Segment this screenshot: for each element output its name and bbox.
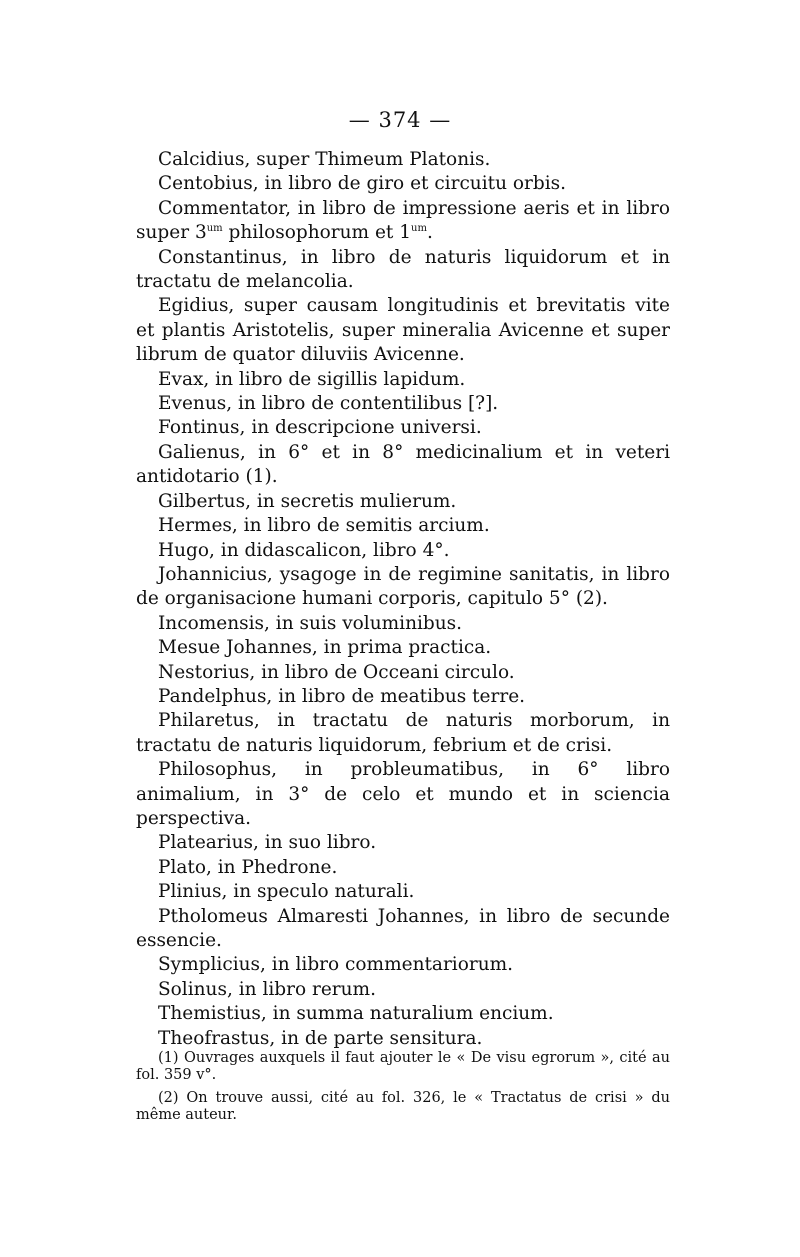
entry (136, 563, 670, 612)
entry-text: Constantinus, in libro de naturis liquidorum et in tractatu de melancolia. (136, 246, 670, 293)
entry (136, 514, 670, 538)
entry-list (136, 148, 670, 1051)
entry-text: Mesue Johannes, in prima practica. (158, 637, 492, 659)
entry-text: Philaretus, in tractatu de naturis morborum, in tractatu de naturis liquidorum, febrium et de crisi. (136, 710, 670, 756)
entry (136, 905, 670, 954)
entry (136, 612, 670, 636)
entry (136, 368, 670, 392)
entry-text: Evenus, in libro de contentilibus [?]. (158, 393, 499, 415)
entry (136, 856, 670, 880)
entry (136, 661, 670, 685)
entry (136, 709, 670, 758)
entry (136, 1002, 670, 1026)
entry-text: Theofrastus, in de parte sensitura. (158, 1027, 483, 1049)
footnote: (1) Ouvrages auxquels il faut ajouter le « De visu egrorum », cité au fol. 359 v°. (136, 1050, 670, 1083)
entry-text: Hermes, in libro de semitis arcium. (158, 515, 490, 537)
entry (136, 197, 670, 246)
entry-text: Evax, in libro de sigillis lapidum. (158, 368, 466, 390)
page-number: — 374 — (348, 108, 452, 132)
entry (136, 636, 670, 660)
entry-text: Egidius, super causam longitudinis et brevitatis vite et plantis Aristotelis, super mineralia Avicenne et super librum de quator diluviis Avicenne. (136, 295, 670, 366)
entry (136, 294, 670, 367)
entry-text-end: . (426, 222, 433, 244)
entry-text: Philosophus, in probleumatibus, in 6° libro animalium, in 3° de celo et mundo et in sciencia perspectiva. (136, 759, 670, 829)
entry-text: Commentator, in libro de impressione aeris et in libro super (136, 197, 670, 244)
entry-text: Ptholomeus Almaresti Johannes, in libro de secunde essencie. (136, 905, 670, 951)
superscript: um (411, 223, 427, 235)
entry (136, 148, 670, 172)
entry-text: Gilbertus, in secretis mulierum. (158, 490, 457, 512)
entry-text: Calcidius, super Thimeum Platonis. (158, 149, 491, 170)
entry-text: Nestorius, in libro de Occeani circulo. (158, 661, 515, 683)
entry (136, 246, 670, 295)
entry-text: Fontinus, in descripcione universi. (158, 417, 482, 439)
entry (136, 978, 670, 1002)
entry-text: Plinius, in speculo naturali. (158, 881, 415, 903)
entry (136, 172, 670, 196)
entry-text: Plato, in Phedrone. (158, 856, 338, 878)
entry-text: Centobius, in libro de giro et circuitu orbis. (158, 173, 566, 195)
entry (136, 685, 670, 709)
entry (136, 831, 670, 855)
footnote: (2) On trouve aussi, cité au fol. 326, le « Tractatus de crisi » du même auteur. (136, 1090, 670, 1123)
superscript: um (206, 223, 223, 235)
entry-text-cont: philosophorum et 1 (222, 222, 412, 244)
footnotes (136, 1050, 670, 1130)
entry (136, 539, 670, 563)
entry (136, 490, 670, 514)
entry-text: Solinus, in libro rerum. (158, 978, 376, 1000)
entry-text: Hugo, in didascalicon, libro 4°. (158, 539, 450, 561)
entry-text: Symplicius, in libro commentariorum. (158, 954, 514, 976)
entry-text: Incomensis, in suis voluminibus. (158, 612, 463, 634)
entry (136, 758, 670, 831)
entry (136, 1027, 670, 1051)
entry (136, 880, 670, 904)
entry-text: Themistius, in summa naturalium encium. (158, 1003, 554, 1025)
entry (136, 416, 670, 440)
entry-text: Galienus, in 6° et in 8° medicinalium et in veteri antidotario (1). (136, 441, 670, 488)
entry-text: Pandelphus, in libro de meatibus terre. (158, 685, 526, 707)
entry-text: Platearius, in suo libro. (158, 832, 377, 854)
entry (136, 953, 670, 977)
entry (136, 392, 670, 416)
entry-text-number: 3 (194, 222, 207, 244)
entry-text: Johannicius, ysagoge in de regimine sanitatis, in libro de organisacione humani corporis, capitulo 5° (2). (136, 563, 670, 610)
entry (136, 441, 670, 490)
